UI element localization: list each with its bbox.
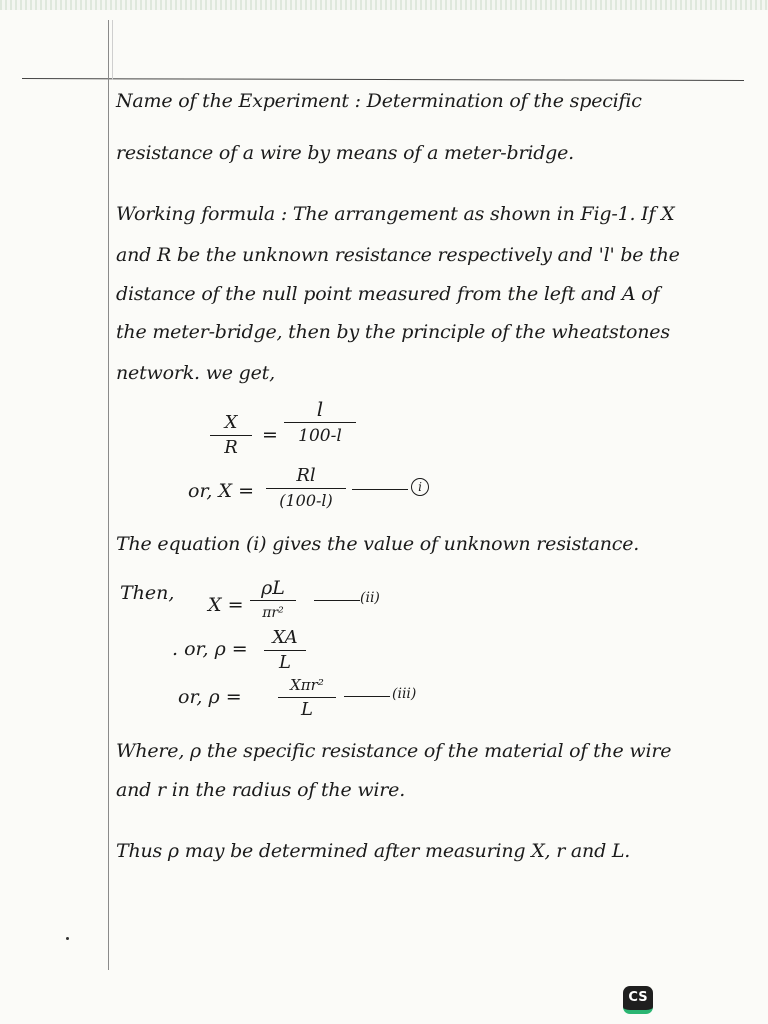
fraction-bar: [278, 697, 336, 698]
eq3-numerator: ρL: [261, 577, 285, 599]
eq3-denominator: πr²: [262, 605, 284, 621]
eq1-lhs-denominator: R: [224, 437, 238, 458]
eq4-denominator: L: [279, 652, 291, 673]
eq4-numerator: XA: [272, 627, 298, 648]
eq1-rhs-fraction: [284, 398, 356, 447]
eq2-fraction: [266, 466, 346, 511]
eq4-prefix: . or, ρ =: [172, 638, 248, 660]
eq5-tag: (iii): [392, 686, 417, 702]
eq5-tag-leader: [344, 696, 390, 697]
experiment-name-line-2: resistance of a wire by means of a meter-bridge.: [116, 142, 575, 164]
fraction-bar: [266, 488, 346, 489]
fraction-bar: [284, 422, 356, 423]
eq4-fraction: [264, 628, 306, 673]
where-line-1: Where, ρ the specific resistance of the material of the wire: [116, 740, 672, 762]
fraction-bar: [264, 650, 306, 651]
working-formula-line-3: distance of the null point measured from the left and A of: [116, 283, 660, 305]
scan-top-edge: [0, 0, 768, 10]
page-margin-line: [108, 20, 109, 970]
eq1-lhs-fraction: [210, 413, 252, 458]
eq2-tag: i: [411, 478, 429, 496]
eq1-equals: =: [262, 424, 278, 446]
ink-speck: [66, 937, 69, 940]
eq3-tag: (ii): [360, 590, 380, 606]
camscanner-logo: CS: [623, 986, 653, 1014]
equation-explanation-line: The equation (i) gives the value of unknown resistance.: [116, 533, 640, 555]
where-line-2: and r in the radius of the wire.: [116, 779, 406, 801]
eq3-fraction: [250, 578, 296, 623]
eq5-fraction: [278, 675, 336, 720]
eq1-rhs-numerator: l: [316, 397, 324, 421]
working-formula-line-1: Working formula : The arrangement as shown in Fig-1. If X: [116, 203, 675, 225]
experiment-name-line-1: Name of the Experiment : Determination of the specific: [116, 90, 642, 112]
eq2-tag-leader: [352, 489, 408, 490]
eq2-numerator: Rl: [296, 465, 316, 486]
then-label: Then,: [120, 582, 175, 604]
working-formula-line-2: and R be the unknown resistance respectively and 'l' be the: [116, 244, 680, 266]
eq3-tag-leader: [314, 600, 360, 601]
eq1-lhs-numerator: X: [224, 412, 238, 433]
fraction-bar: [250, 600, 296, 601]
page-margin-line-faint: [112, 20, 113, 80]
eq2-prefix: or, X =: [188, 480, 254, 502]
eq5-prefix: or, ρ =: [178, 686, 242, 708]
eq5-numerator: Xπr²: [290, 676, 324, 694]
eq5-denominator: L: [301, 699, 313, 720]
eq2-denominator: (100-l): [279, 491, 333, 510]
page-header-rule: [22, 78, 744, 81]
eq1-rhs-denominator: 100-l: [298, 426, 342, 446]
working-formula-line-5: network. we get,: [116, 362, 275, 384]
working-formula-line-4: the meter-bridge, then by the principle of the wheatstones: [116, 321, 670, 343]
fraction-bar: [210, 435, 252, 436]
eq3-prefix: X =: [208, 594, 244, 616]
conclusion-line: Thus ρ may be determined after measuring X, r and L.: [116, 840, 631, 862]
